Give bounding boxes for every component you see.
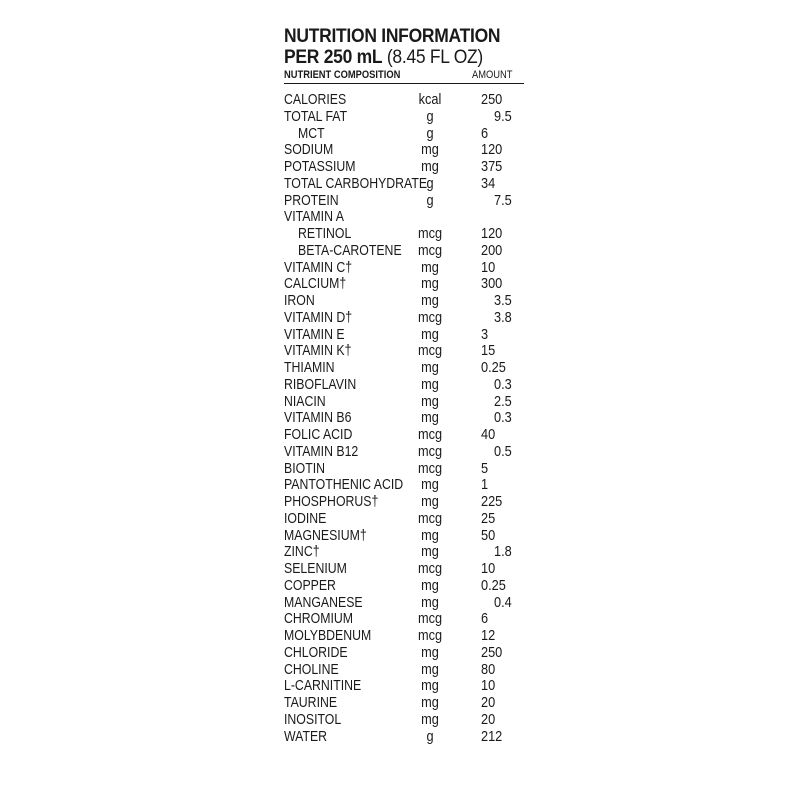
nutrient-amount: 250 bbox=[481, 91, 503, 108]
nutrient-amount: 5 bbox=[481, 459, 489, 477]
nutrient-amount: 1.8 bbox=[494, 543, 512, 561]
nutrient-unit: mg bbox=[421, 141, 439, 159]
nutrient-unit: mcg bbox=[417, 627, 443, 644]
nutrient-row bbox=[284, 628, 524, 645]
nutrient-name: INOSITOL bbox=[284, 710, 342, 728]
nutrient-unit: mg bbox=[421, 325, 439, 343]
nutrient-unit: mg bbox=[421, 392, 439, 410]
nutrient-amount: 375 bbox=[481, 158, 503, 175]
nutrient-unit: g bbox=[426, 124, 434, 142]
nutrient-name: TOTAL CARBOHYDRATE bbox=[284, 174, 428, 192]
nutrient-name: CHLORIDE bbox=[284, 643, 348, 661]
nutrient-name: SELENIUM bbox=[284, 560, 347, 577]
nutrient-name: L-CARNITINE bbox=[284, 677, 362, 695]
nutrient-amount: 0.25 bbox=[481, 576, 506, 594]
nutrient-row bbox=[284, 410, 524, 427]
nutrient-row bbox=[284, 544, 524, 561]
nutrient-unit: mg bbox=[421, 593, 439, 611]
nutrient-row bbox=[284, 327, 524, 344]
nutrient-amount: 3 bbox=[481, 325, 489, 343]
nutrient-row bbox=[284, 678, 524, 695]
serving-size-imperial: (8.45 FL OZ) bbox=[386, 47, 483, 68]
nutrient-unit: mg bbox=[421, 292, 439, 309]
column-header-amount: AMOUNT bbox=[472, 69, 513, 81]
nutrient-amount: 300 bbox=[481, 275, 503, 293]
nutrient-unit: mg bbox=[421, 258, 439, 276]
nutrient-name: PANTOTHENIC ACID bbox=[284, 476, 404, 494]
nutrient-amount: 6 bbox=[481, 124, 489, 142]
nutrient-amount: 120 bbox=[481, 225, 503, 242]
nutrient-unit: mg bbox=[421, 576, 439, 594]
nutrient-name: PROTEIN bbox=[284, 191, 339, 209]
nutrient-amount: 200 bbox=[481, 241, 503, 259]
nutrient-amount: 0.3 bbox=[494, 409, 512, 427]
nutrient-name: ZINC† bbox=[284, 543, 320, 561]
nutrient-name: RIBOFLAVIN bbox=[284, 375, 357, 393]
nutrient-name: IRON bbox=[284, 292, 315, 309]
nutrient-unit: mg bbox=[421, 158, 439, 175]
nutrient-row bbox=[284, 712, 524, 729]
nutrient-row bbox=[284, 109, 524, 126]
nutrient-row bbox=[284, 394, 524, 411]
nutrient-name: CALCIUM† bbox=[284, 275, 347, 293]
nutrient-unit: mcg bbox=[417, 442, 443, 460]
nutrient-row bbox=[284, 494, 524, 511]
nutrient-name: BETA-CAROTENE bbox=[298, 241, 402, 259]
nutrient-name: CHROMIUM bbox=[284, 610, 354, 628]
nutrient-unit: mg bbox=[421, 275, 439, 293]
nutrient-amount: 0.4 bbox=[494, 593, 512, 611]
nutrient-unit: mg bbox=[421, 375, 439, 393]
nutrient-row bbox=[284, 444, 524, 461]
nutrient-amount: 0.5 bbox=[494, 442, 512, 460]
nutrient-name: MCT bbox=[298, 124, 325, 142]
nutrient-name: NIACIN bbox=[284, 392, 326, 410]
nutrient-unit: mcg bbox=[417, 342, 443, 360]
nutrient-name: VITAMIN C† bbox=[284, 258, 353, 276]
nutrient-amount: 25 bbox=[481, 509, 496, 527]
nutrient-amount: 50 bbox=[481, 526, 496, 544]
nutrient-amount: 10 bbox=[481, 258, 496, 276]
nutrient-unit: g bbox=[426, 107, 434, 125]
nutrient-amount: 0.3 bbox=[494, 375, 512, 393]
nutrient-name: BIOTIN bbox=[284, 459, 326, 477]
nutrient-unit: mcg bbox=[417, 459, 443, 477]
nutrient-name: SODIUM bbox=[284, 141, 334, 159]
nutrient-row bbox=[284, 343, 524, 360]
nutrient-row bbox=[284, 595, 524, 612]
nutrient-row bbox=[284, 427, 524, 444]
nutrient-row bbox=[284, 293, 524, 310]
nutrient-row bbox=[284, 209, 524, 226]
nutrient-unit: g bbox=[426, 191, 434, 209]
nutrient-row bbox=[284, 461, 524, 478]
nutrient-unit: mg bbox=[421, 660, 439, 678]
nutrient-unit: mcg bbox=[417, 225, 443, 242]
nutrient-unit: mcg bbox=[417, 308, 443, 326]
nutrient-amount: 212 bbox=[481, 727, 503, 745]
nutrient-amount: 225 bbox=[481, 493, 503, 510]
nutrient-amount: 9.5 bbox=[494, 107, 512, 125]
serving-size-metric: PER 250 mL bbox=[284, 47, 383, 68]
nutrient-unit: mg bbox=[421, 476, 439, 494]
nutrient-amount: 34 bbox=[481, 174, 496, 192]
nutrient-amount: 80 bbox=[481, 660, 496, 678]
nutrient-amount: 120 bbox=[481, 141, 503, 159]
nutrient-row bbox=[284, 662, 524, 679]
nutrient-amount: 7.5 bbox=[494, 191, 512, 209]
nutrient-row bbox=[284, 477, 524, 494]
nutrient-name: MANGANESE bbox=[284, 593, 363, 611]
nutrient-amount: 3.8 bbox=[494, 308, 512, 326]
nutrient-unit: mcg bbox=[417, 241, 443, 259]
nutrient-row bbox=[284, 729, 524, 746]
nutrient-name: MAGNESIUM† bbox=[284, 526, 367, 544]
nutrient-row bbox=[284, 645, 524, 662]
nutrient-amount: 1 bbox=[481, 476, 489, 494]
panel-title: NUTRITION INFORMATION bbox=[284, 26, 501, 47]
nutrient-unit: mg bbox=[421, 677, 439, 695]
nutrient-row bbox=[284, 92, 524, 109]
nutrient-name: POTASSIUM bbox=[284, 158, 356, 175]
serving-size bbox=[284, 47, 505, 68]
nutrient-unit: mg bbox=[421, 493, 439, 510]
nutrient-name: PHOSPHORUS† bbox=[284, 493, 379, 510]
nutrient-unit: mg bbox=[421, 409, 439, 427]
nutrient-name: VITAMIN D† bbox=[284, 308, 353, 326]
nutrient-row bbox=[284, 528, 524, 545]
nutrient-row bbox=[284, 511, 524, 528]
nutrient-name: COPPER bbox=[284, 576, 336, 594]
nutrient-row bbox=[284, 611, 524, 628]
nutrient-name: TOTAL FAT bbox=[284, 107, 348, 125]
nutrient-name: VITAMIN B12 bbox=[284, 442, 359, 460]
nutrient-row bbox=[284, 243, 524, 260]
nutrient-row bbox=[284, 310, 524, 327]
nutrient-row bbox=[284, 578, 524, 595]
nutrient-amount: 10 bbox=[481, 560, 496, 577]
nutrient-unit: mcg bbox=[417, 509, 443, 527]
nutrient-name: WATER bbox=[284, 727, 328, 745]
nutrient-row bbox=[284, 360, 524, 377]
nutrient-amount: 12 bbox=[481, 627, 496, 644]
nutrient-name: VITAMIN K† bbox=[284, 342, 352, 360]
nutrient-unit: g bbox=[426, 174, 434, 192]
nutrient-name: FOLIC ACID bbox=[284, 426, 353, 443]
nutrition-panel bbox=[284, 26, 524, 745]
column-header bbox=[284, 69, 524, 84]
nutrient-unit: mcg bbox=[417, 560, 443, 577]
nutrient-unit: mg bbox=[421, 526, 439, 544]
nutrient-amount: 20 bbox=[481, 710, 496, 728]
nutrient-unit: mg bbox=[421, 543, 439, 561]
nutrient-amount: 40 bbox=[481, 426, 496, 443]
nutrient-amount: 2.5 bbox=[494, 392, 512, 410]
nutrient-amount: 0.25 bbox=[481, 359, 506, 376]
nutrient-name: VITAMIN E bbox=[284, 325, 345, 343]
nutrient-unit: mg bbox=[421, 643, 439, 661]
column-header-composition: NUTRIENT COMPOSITION bbox=[284, 69, 401, 81]
nutrient-list bbox=[284, 92, 524, 745]
nutrient-unit: mcg bbox=[417, 610, 443, 628]
nutrient-amount: 250 bbox=[481, 643, 503, 661]
nutrient-amount: 10 bbox=[481, 677, 496, 695]
nutrient-row bbox=[284, 260, 524, 277]
nutrient-name: RETINOL bbox=[298, 225, 352, 242]
nutrient-row bbox=[284, 126, 524, 143]
nutrient-row bbox=[284, 377, 524, 394]
nutrient-row bbox=[284, 193, 524, 210]
nutrient-name: THIAMIN bbox=[284, 359, 335, 376]
nutrient-name: IODINE bbox=[284, 509, 327, 527]
nutrient-name: CALORIES bbox=[284, 91, 347, 108]
nutrient-unit: kcal bbox=[418, 91, 442, 108]
nutrient-row bbox=[284, 176, 524, 193]
nutrient-name: CHOLINE bbox=[284, 660, 339, 678]
nutrient-row bbox=[284, 226, 524, 243]
nutrient-name: MOLYBDENUM bbox=[284, 627, 372, 644]
nutrient-unit: mg bbox=[421, 359, 439, 376]
nutrient-amount: 15 bbox=[481, 342, 496, 360]
nutrient-unit: mcg bbox=[417, 426, 443, 443]
nutrient-unit: g bbox=[426, 727, 434, 745]
nutrient-row bbox=[284, 695, 524, 712]
nutrient-unit: mg bbox=[421, 694, 439, 711]
nutrient-name: TAURINE bbox=[284, 694, 338, 711]
nutrient-name: VITAMIN A bbox=[284, 208, 344, 226]
nutrient-name: VITAMIN B6 bbox=[284, 409, 352, 427]
nutrient-row bbox=[284, 142, 524, 159]
nutrient-amount: 6 bbox=[481, 610, 489, 628]
nutrient-row bbox=[284, 561, 524, 578]
nutrient-amount: 3.5 bbox=[494, 292, 512, 309]
nutrient-row bbox=[284, 159, 524, 176]
nutrient-unit: mg bbox=[421, 710, 439, 728]
nutrient-row bbox=[284, 276, 524, 293]
nutrient-amount: 20 bbox=[481, 694, 496, 711]
